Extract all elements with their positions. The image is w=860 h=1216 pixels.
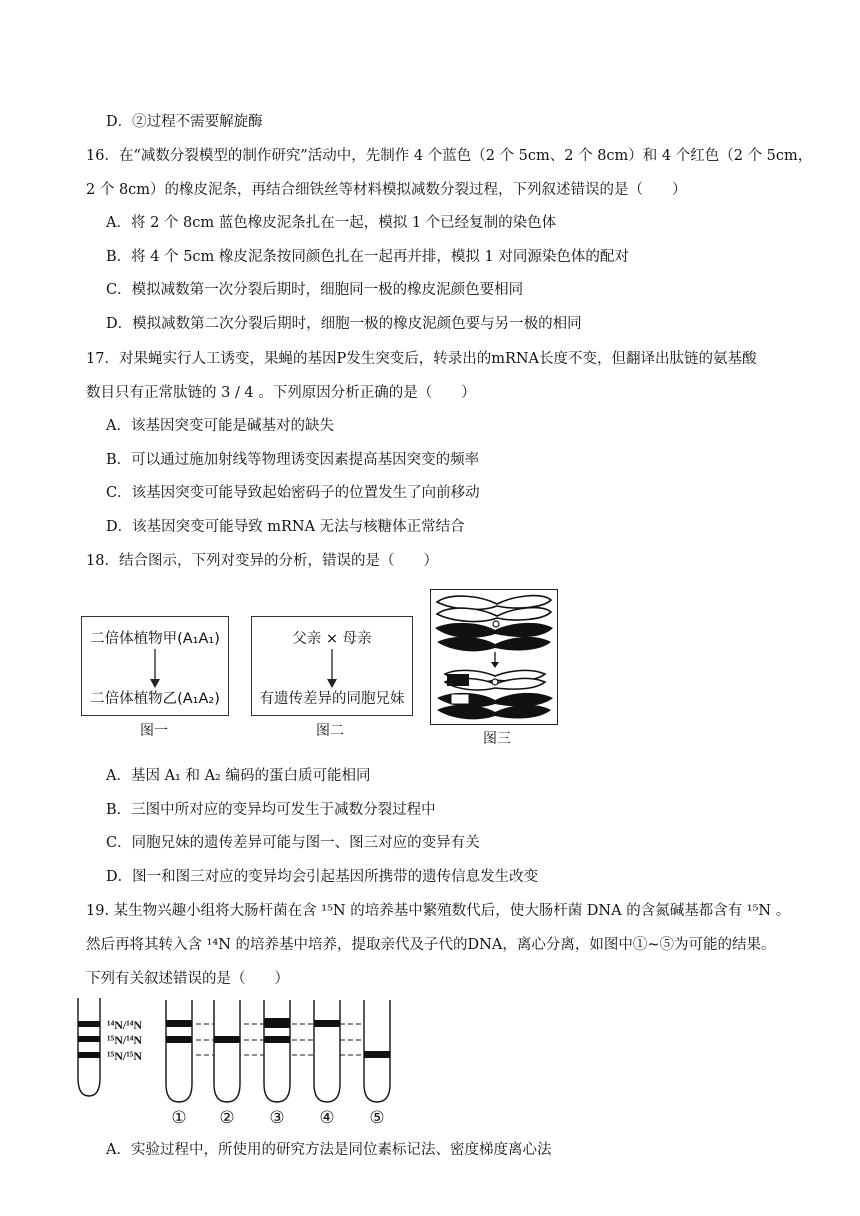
tube-label-4: ④	[319, 1108, 335, 1128]
figure-1-bottom-text: 二倍体植物乙(A₁A₂)	[90, 691, 220, 707]
q17-option-a: A．该基因突变可能是碱基对的缺失	[106, 418, 334, 434]
q19-option-a: A．实验过程中，所使用的研究方法是同位素标记法、密度梯度离心法	[106, 1142, 552, 1158]
q18-option-a: A．基因 A₁ 和 A₂ 编码的蛋白质可能相同	[106, 768, 371, 784]
tube-label-3: ③	[269, 1108, 285, 1128]
q18-stem: 18．结合图示，下列对变异的分析，错误的是（ ）	[86, 553, 438, 569]
chromosome-crossover-illustration	[431, 590, 557, 724]
q16-option-c: C．模拟减数第一次分裂后期时，细胞同一极的橡皮泥颜色要相同	[106, 282, 524, 298]
figure-2-top-text: 父亲 × 母亲	[292, 631, 372, 647]
q16-stem-line2: 2 个 8cm）的橡皮泥条，再结合细铁丝等材料模拟减数分裂过程，下列叙述错误的是（ ）	[86, 182, 687, 198]
figure-1-arrow-icon	[148, 649, 162, 689]
q19-stem-line2: 然后再将其转入含 ¹⁴N 的培养基中培养，提取亲代及子代的DNA，离心分离，如图中①~⑤为可能的结果。	[86, 937, 776, 953]
q16-option-b: B．将 4 个 5cm 橡皮泥条按同颜色扎在一起再并排，模拟 1 对同源染色体的配对	[106, 249, 629, 265]
q19-stem-line1: 19. 某生物兴趣小组将大肠杆菌在含 ¹⁵N 的培养基中繁殖数代后，使大肠杆菌 DNA 的含氮碱基都含有 ¹⁵N 。	[86, 903, 791, 919]
band-label-15n-15n: ¹⁵N/¹⁵N	[107, 1049, 143, 1063]
figure-1-caption: 图一	[140, 723, 168, 739]
figure-2-caption: 图二	[316, 723, 344, 739]
figure-3-caption: 图三	[483, 731, 511, 747]
q17-stem-line2: 数目只有正常肽链的 3 / 4 。下列原因分析正确的是（ ）	[86, 385, 476, 401]
band-label-14n-14n: ¹⁴N/¹⁴N	[107, 1018, 143, 1032]
q16-option-a: A．将 2 个 8cm 蓝色橡皮泥条扎在一起，模拟 1 个已经复制的染色体	[106, 215, 557, 231]
figure-3-frame	[430, 589, 558, 725]
figure-1-top-text: 二倍体植物甲(A₁A₁)	[90, 631, 220, 647]
q17-option-b: B．可以通过施加射线等物理诱变因素提高基因突变的频率	[106, 452, 480, 468]
q17-option-d: D．该基因突变可能导致 mRNA 无法与核糖体正常结合	[106, 519, 465, 535]
figure-1-box	[81, 616, 229, 716]
figure-2-arrow-icon	[325, 649, 339, 689]
q16-option-d: D．模拟减数第二次分裂后期时，细胞一极的橡皮泥颜色要与另一极的相同	[106, 316, 582, 332]
tube-label-5: ⑤	[369, 1108, 385, 1128]
figure-2-bottom-text: 有遗传差异的同胞兄妹	[259, 691, 405, 707]
tube-label-1: ①	[171, 1108, 187, 1128]
q18-option-b: B．三图中所对应的变异均可发生于减数分裂过程中	[106, 802, 436, 818]
q15-option-d: D．②过程不需要解旋酶	[106, 114, 263, 130]
q17-stem-line1: 17．对果蝇实行人工诱变，果蝇的基因P发生突变后，转录出的mRNA长度不变，但翻译出肽链的氨基酸	[86, 351, 757, 367]
tube-label-2: ②	[219, 1108, 235, 1128]
figure-2-box	[251, 616, 413, 716]
q18-option-d: D．图一和图三对应的变异均会引起基因所携带的遗传信息发生改变	[106, 869, 539, 885]
q17-option-c: C．该基因突变可能导致起始密码子的位置发生了向前移动	[106, 485, 480, 501]
q18-option-c: C．同胞兄妹的遗传差异可能与图一、图三对应的变异有关	[106, 835, 480, 851]
q16-stem-line1: 16．在“减数分裂模型的制作研究”活动中，先制作 4 个蓝色（2 个 5cm、2 个 8cm）和 4 个红色（2 个 5cm，	[86, 148, 813, 164]
band-label-15n-14n: ¹⁵N/¹⁴N	[107, 1033, 143, 1047]
q19-stem-line3: 下列有关叙述错误的是（ ）	[86, 971, 289, 987]
